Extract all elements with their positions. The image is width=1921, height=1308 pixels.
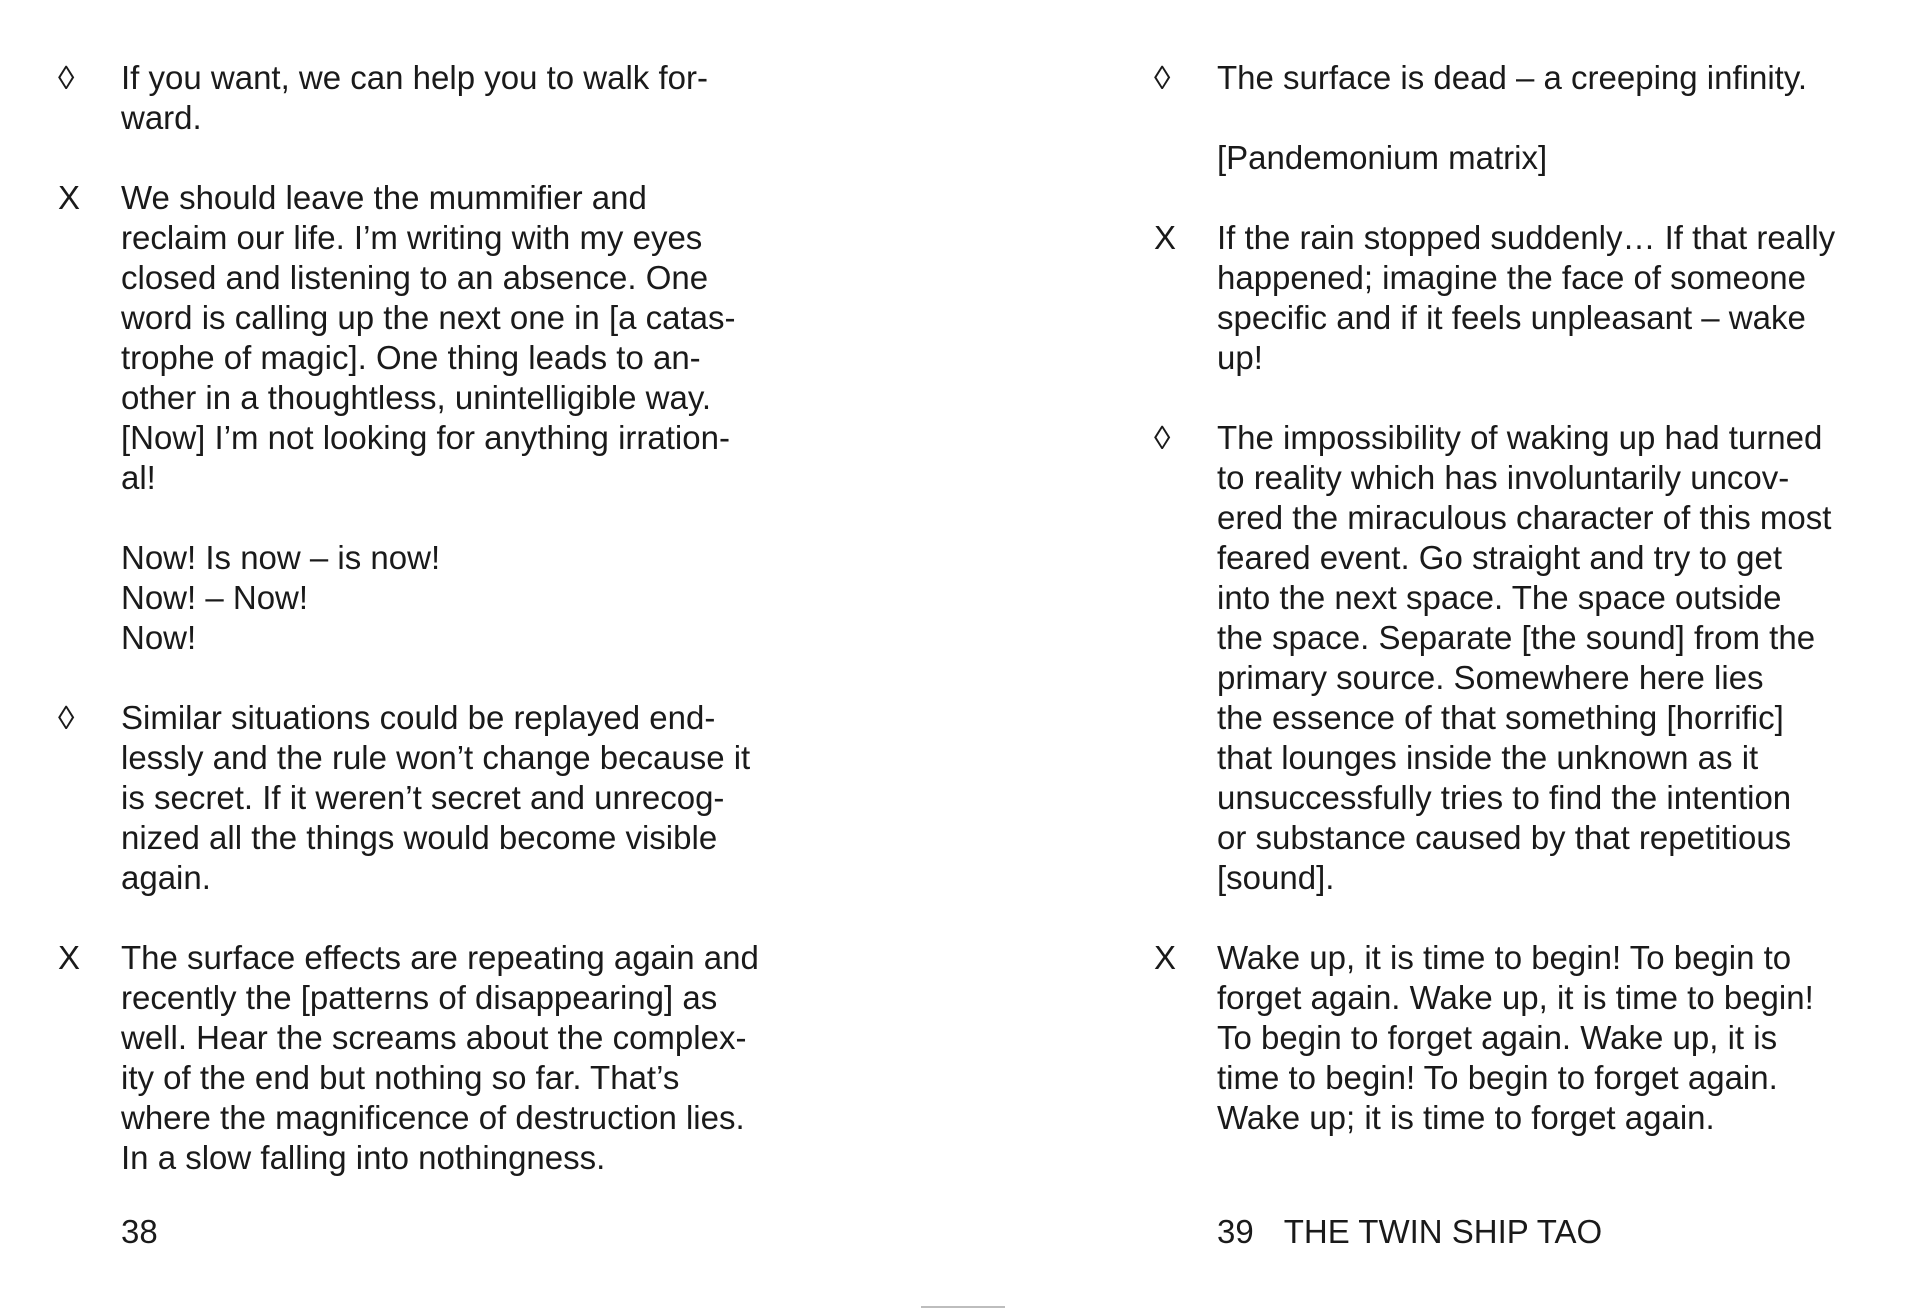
text-line: ered the miraculous character of this most — [1217, 499, 1832, 536]
text-line: is secret. If it weren’t secret and unrecog- — [121, 779, 725, 816]
text-line: If you want, we can help you to walk for- — [121, 59, 708, 96]
text-line: The surface is dead – a creeping infinity. — [1217, 59, 1808, 96]
text-line: The impossibility of waking up had turned — [1217, 419, 1823, 456]
right-page — [1154, 58, 1874, 1178]
text-line: Wake up; it is time to forget again. — [1217, 1099, 1715, 1136]
text-line: To begin to forget again. Wake up, it is — [1217, 1019, 1778, 1056]
entry-text — [1217, 418, 1874, 898]
text-line: [Pandemonium matrix] — [1217, 139, 1548, 176]
text-line: or substance caused by that repetitious — [1217, 819, 1792, 856]
x-marker: X — [1154, 219, 1177, 256]
text-line: the essence of that something [horrific] — [1217, 699, 1784, 736]
text-line: Similar situations could be replayed end- — [121, 699, 716, 736]
text-line: the space. Separate [the sound] from the — [1217, 619, 1816, 656]
entry-text — [121, 938, 818, 1178]
text-line: again. — [121, 859, 211, 896]
entry — [58, 698, 818, 898]
entry-text — [121, 698, 818, 898]
text-line: [sound]. — [1217, 859, 1335, 896]
entry — [58, 178, 818, 658]
text-line: primary source. Somewhere here lies — [1217, 659, 1764, 696]
entry — [58, 58, 818, 138]
bracket-note — [1217, 138, 1874, 178]
entry — [1154, 938, 1874, 1138]
text-line: Now! — [121, 619, 197, 656]
entry — [1154, 58, 1874, 178]
text-line: forget again. Wake up, it is time to begin! — [1217, 979, 1814, 1016]
lozenge-marker: ◊ — [1154, 419, 1171, 456]
text-line: happened; imagine the face of someone — [1217, 259, 1806, 296]
lozenge-marker: ◊ — [58, 699, 75, 736]
x-marker: X — [1154, 939, 1177, 976]
page-number-left: 38 — [121, 1213, 158, 1250]
text-line: up! — [1217, 339, 1263, 376]
text-line: nized all the things would become visible — [121, 819, 718, 856]
left-page — [58, 58, 818, 1218]
entry-text — [1217, 938, 1874, 1138]
text-line: feared event. Go straight and try to get — [1217, 539, 1782, 576]
text-line: well. Hear the screams about the complex- — [121, 1019, 747, 1056]
now-stanza — [121, 538, 818, 658]
text-line: Now! Is now – is now! — [121, 539, 441, 576]
entry-text — [121, 178, 818, 658]
text-line: If the rain stopped suddenly… If that really — [1217, 219, 1836, 256]
text-line: ward. — [121, 99, 202, 136]
text-line: word is calling up the next one in [a catas- — [121, 299, 736, 336]
x-marker: X — [58, 179, 81, 216]
text-line: where the magnificence of destruction lies. — [121, 1099, 745, 1136]
text-line: In a slow falling into nothingness. — [121, 1139, 606, 1176]
text-line: specific and if it feels unpleasant – wake — [1217, 299, 1806, 336]
text-line: lessly and the rule won’t change because it — [121, 739, 751, 776]
page-footer-right — [1217, 1212, 1602, 1252]
text-line: The surface effects are repeating again and — [121, 939, 759, 976]
text-line: [Now] I’m not looking for anything irration- — [121, 419, 730, 456]
text-line: Wake up, it is time to begin! To begin to — [1217, 939, 1792, 976]
text-line: closed and listening to an absence. One — [121, 259, 709, 296]
entry — [1154, 418, 1874, 898]
entry — [1154, 218, 1874, 378]
text-line: reclaim our life. I’m writing with my eyes — [121, 219, 703, 256]
text-line: trophe of magic]. One thing leads to an- — [121, 339, 701, 376]
text-line: al! — [121, 459, 156, 496]
text-line: time to begin! To begin to forget again. — [1217, 1059, 1778, 1096]
page-number-right: 39 — [1217, 1213, 1254, 1250]
running-title: THE TWIN SHIP TAO — [1283, 1213, 1603, 1250]
entry-text — [1217, 58, 1874, 178]
text-line: to reality which has involuntarily uncov- — [1217, 459, 1790, 496]
text-line: recently the [patterns of disappearing] as — [121, 979, 718, 1016]
text-line: that lounges inside the unknown as it — [1217, 739, 1759, 776]
entry-text — [121, 58, 818, 138]
text-line: other in a thoughtless, unintelligible way. — [121, 379, 712, 416]
entry-text — [1217, 218, 1874, 378]
lozenge-marker: ◊ — [1154, 59, 1171, 96]
text-line: Now! – Now! — [121, 579, 309, 616]
entry — [58, 938, 818, 1178]
text-line: We should leave the mummifier and — [121, 179, 647, 216]
text-line: unsuccessfully tries to find the intention — [1217, 779, 1792, 816]
text-line: into the next space. The space outside — [1217, 579, 1782, 616]
x-marker: X — [58, 939, 81, 976]
lozenge-marker: ◊ — [58, 59, 75, 96]
text-line: ity of the end but nothing so far. That’s — [121, 1059, 680, 1096]
